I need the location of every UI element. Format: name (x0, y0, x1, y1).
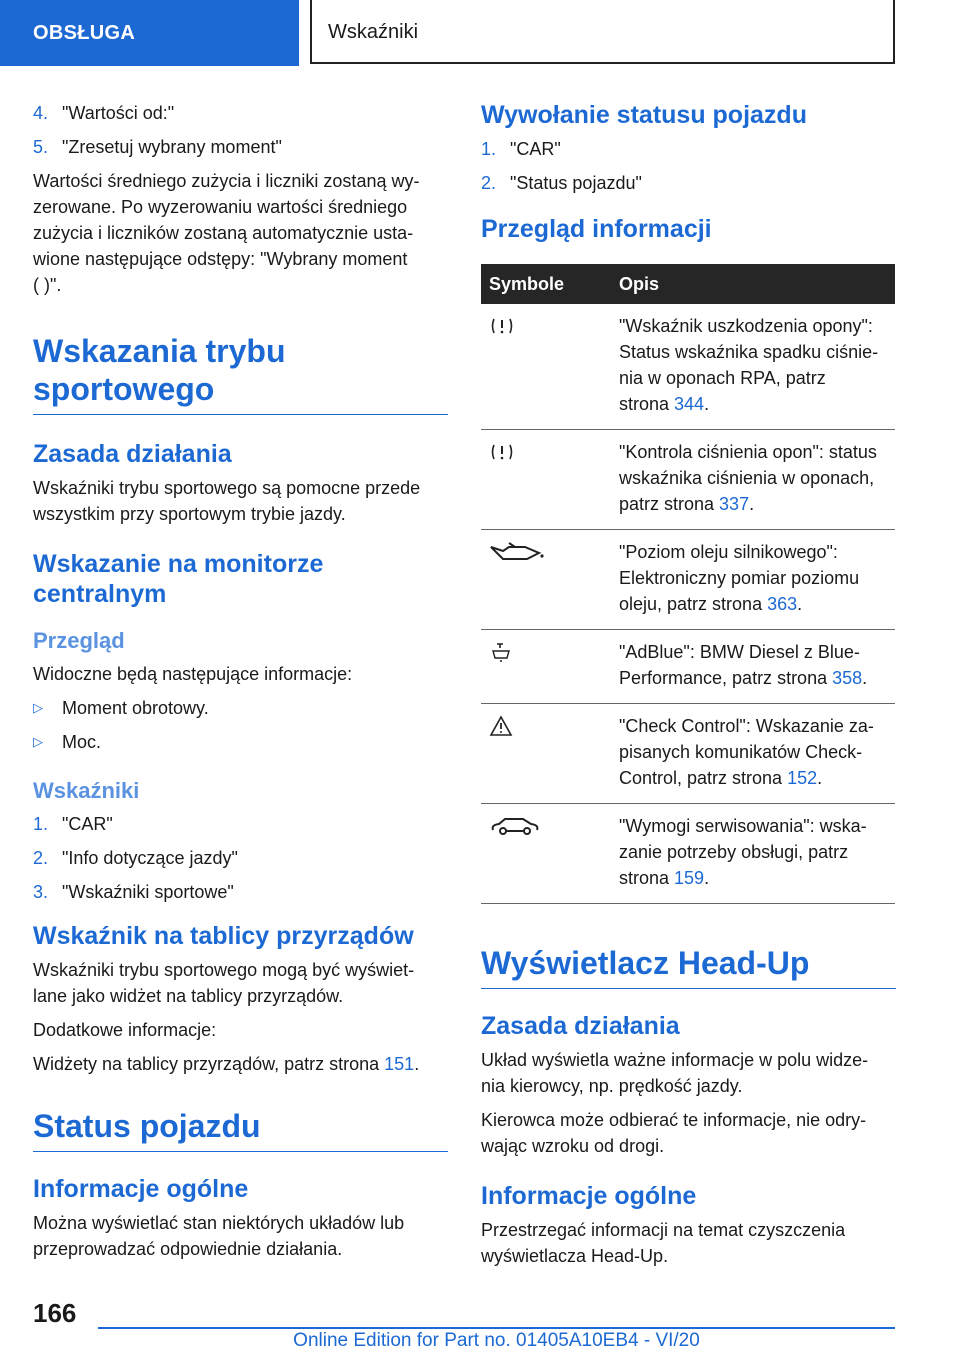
table-row (481, 704, 895, 804)
table-row (481, 304, 895, 430)
page-link[interactable]: 358 (832, 668, 863, 688)
symbols-table (481, 264, 895, 904)
page-link[interactable]: 337 (719, 494, 750, 514)
symbol-cell (481, 430, 611, 530)
step-text: "CAR" (62, 814, 113, 834)
description-cell: "Wymogi serwisowania": wska- zanie potrzeby obsługi, patrz strona 159. (611, 804, 895, 904)
triangle-bullet-icon: ▷ (33, 700, 43, 715)
step-number: 2. (481, 173, 497, 193)
call-status-heading: Wywołanie statusu pojazdu (481, 101, 807, 129)
symbol-cell (481, 630, 611, 704)
list-item (33, 100, 448, 126)
step-number: 4. (33, 103, 49, 123)
status-heading: Status pojazdu (33, 1107, 448, 1152)
step-text: "Wartości od:" (62, 103, 175, 123)
indicators-heading: Wskaźniki (33, 778, 140, 803)
bullet-text: Moc. (62, 732, 102, 752)
description-text: "Wskaźnik uszkodzenia opony": Status wskaźnika spadku ciśnie- nia w oponach RPA, patrz strona (619, 316, 879, 414)
list-item (481, 170, 896, 196)
reset-paragraph: Wartości średniego zużycia i liczniki zostaną wy- zerowane. Po wyzerowaniu wartości średniego zużycia i liczników zostaną automatycznie usta- wione następujące odstępy: "Wybrany moment ( )". (33, 171, 420, 295)
warning-triangle-icon (489, 715, 513, 737)
tire-pressure-icon (489, 441, 515, 463)
general-paragraph: Można wyświetlać stan niektórych układów lub przeprowadzać odpowiednie działania. (33, 1213, 405, 1259)
step-number: 1. (481, 139, 497, 159)
description-text: "Wymogi serwisowania": wska- zanie potrzeby obsługi, patrz strona (619, 816, 867, 888)
description-cell: "AdBlue": BMW Diesel z Blue- Performance, patrz strona 358. (611, 630, 895, 704)
step-number: 3. (33, 882, 49, 902)
edition-text: Online Edition for Part no. 01405A10EB4 - VI/20 (293, 1330, 700, 1351)
step-text: "Wskaźniki sportowe" (62, 882, 234, 902)
hud-principle-heading: Zasada działania (481, 1012, 680, 1040)
hud-general-paragraph: Przestrzegać informacji na temat czyszczenia wyświetlacza Head-Up. (481, 1220, 846, 1266)
list-item (33, 695, 448, 721)
left-column (33, 100, 448, 1270)
symbol-cell (481, 530, 611, 630)
overview-heading: Przegląd (33, 628, 125, 653)
step-text: "Info dotyczące jazdy" (62, 848, 238, 868)
step-text: "Zresetuj wybrany moment" (62, 137, 282, 157)
sport-heading-text: Wskazania trybu sportowego (33, 333, 286, 407)
list-item (33, 811, 448, 837)
step-number: 1. (33, 814, 49, 834)
principle-heading: Zasada działania (33, 440, 232, 468)
page-header (0, 0, 960, 66)
symbol-cell (481, 804, 611, 904)
hud-principle-paragraph-2: Kierowca może odbierać te informacje, nie odry- wając wzroku od drogi. (481, 1110, 867, 1156)
description-cell: "Poziom oleju silnikowego": Elektroniczny pomiar poziomu oleju, patrz strona 363. (611, 530, 895, 630)
step-text: "CAR" (510, 139, 561, 159)
footer-divider (98, 1327, 895, 1329)
list-item (481, 136, 896, 162)
info-overview-heading: Przegląd informacji (481, 215, 712, 243)
right-column (481, 100, 896, 1277)
monitor-heading: Wskazanie na monitorze centralnym (33, 550, 324, 608)
description-text: "Check Control": Wskazanie za- pisanych komunikatów Check- Control, patrz strona (619, 716, 874, 788)
cluster-heading: Wskaźnik na tablicy przyrządów (33, 922, 414, 950)
page-link[interactable]: 159 (674, 868, 705, 888)
page-link[interactable]: 344 (674, 394, 705, 414)
page-link[interactable]: 363 (767, 594, 798, 614)
sport-heading (33, 332, 448, 415)
section-tab: OBSŁUGA (0, 0, 299, 66)
description-cell: "Check Control": Wskazanie za- pisanych komunikatów Check- Control, patrz strona 152. (611, 704, 895, 804)
tire-warning-icon (489, 315, 515, 337)
oil-can-icon (489, 541, 545, 563)
widgets-paragraph: Widżety na tablicy przyrządów, patrz strona 151. (33, 1054, 420, 1074)
step-text: "Status pojazdu" (510, 173, 642, 193)
list-item (33, 845, 448, 871)
table-row (481, 804, 895, 904)
table-row (481, 630, 895, 704)
overview-paragraph: Widoczne będą następujące informacje: (33, 664, 353, 684)
cluster-paragraph: Wskaźniki trybu sportowego mogą być wyświet- lane jako widżet na tablicy przyrządów. (33, 960, 415, 1006)
description-text: "Kontrola ciśnienia opon": status wskaźnika ciśnienia w oponach, patrz strona (619, 442, 877, 514)
table-header-symbols: Symbole (481, 264, 611, 304)
table-header-row (481, 264, 895, 304)
additional-label: Dodatkowe informacje: (33, 1020, 217, 1040)
description-cell: "Wskaźnik uszkodzenia opony": Status wskaźnika spadku ciśnie- nia w oponach RPA, patrz strona 344. (611, 304, 895, 430)
page-link-151[interactable]: 151 (384, 1054, 415, 1074)
page-link[interactable]: 152 (787, 768, 818, 788)
adblue-icon (489, 641, 513, 663)
symbol-cell (481, 304, 611, 430)
page-number: 166 (33, 1298, 77, 1328)
widgets-text: Widżety na tablicy przyrządów, patrz strona (33, 1054, 385, 1074)
principle-paragraph: Wskaźniki trybu sportowego są pomocne przede wszystkim przy sportowym trybie jazdy. (33, 478, 421, 524)
hud-heading: Wyświetlacz Head-Up (481, 944, 896, 989)
list-item (33, 879, 448, 905)
hud-general-heading: Informacje ogólne (481, 1182, 697, 1210)
triangle-bullet-icon: ▷ (33, 734, 43, 749)
description-text: "Poziom oleju silnikowego": Elektroniczny pomiar poziomu oleju, patrz strona (619, 542, 860, 614)
step-number: 5. (33, 137, 49, 157)
list-item (33, 134, 448, 160)
bullet-text: Moment obrotowy. (62, 698, 209, 718)
table-row (481, 430, 895, 530)
description-text: "AdBlue": BMW Diesel z Blue- Performance, patrz strona (619, 642, 860, 688)
description-cell: "Kontrola ciśnienia opon": status wskaźnika ciśnienia w oponach, patrz strona 337. (611, 430, 895, 530)
step-number: 2. (33, 848, 49, 868)
chapter-title: Wskaźniki (310, 0, 895, 64)
table-row (481, 530, 895, 630)
symbol-cell (481, 704, 611, 804)
car-service-icon (489, 815, 541, 837)
general-heading: Informacje ogólne (33, 1175, 249, 1203)
list-item (33, 729, 448, 755)
hud-principle-paragraph-1: Układ wyświetla ważne informacje w polu widze- nia kierowcy, np. prędkość jazdy. (481, 1050, 869, 1096)
table-header-description: Opis (611, 264, 895, 304)
